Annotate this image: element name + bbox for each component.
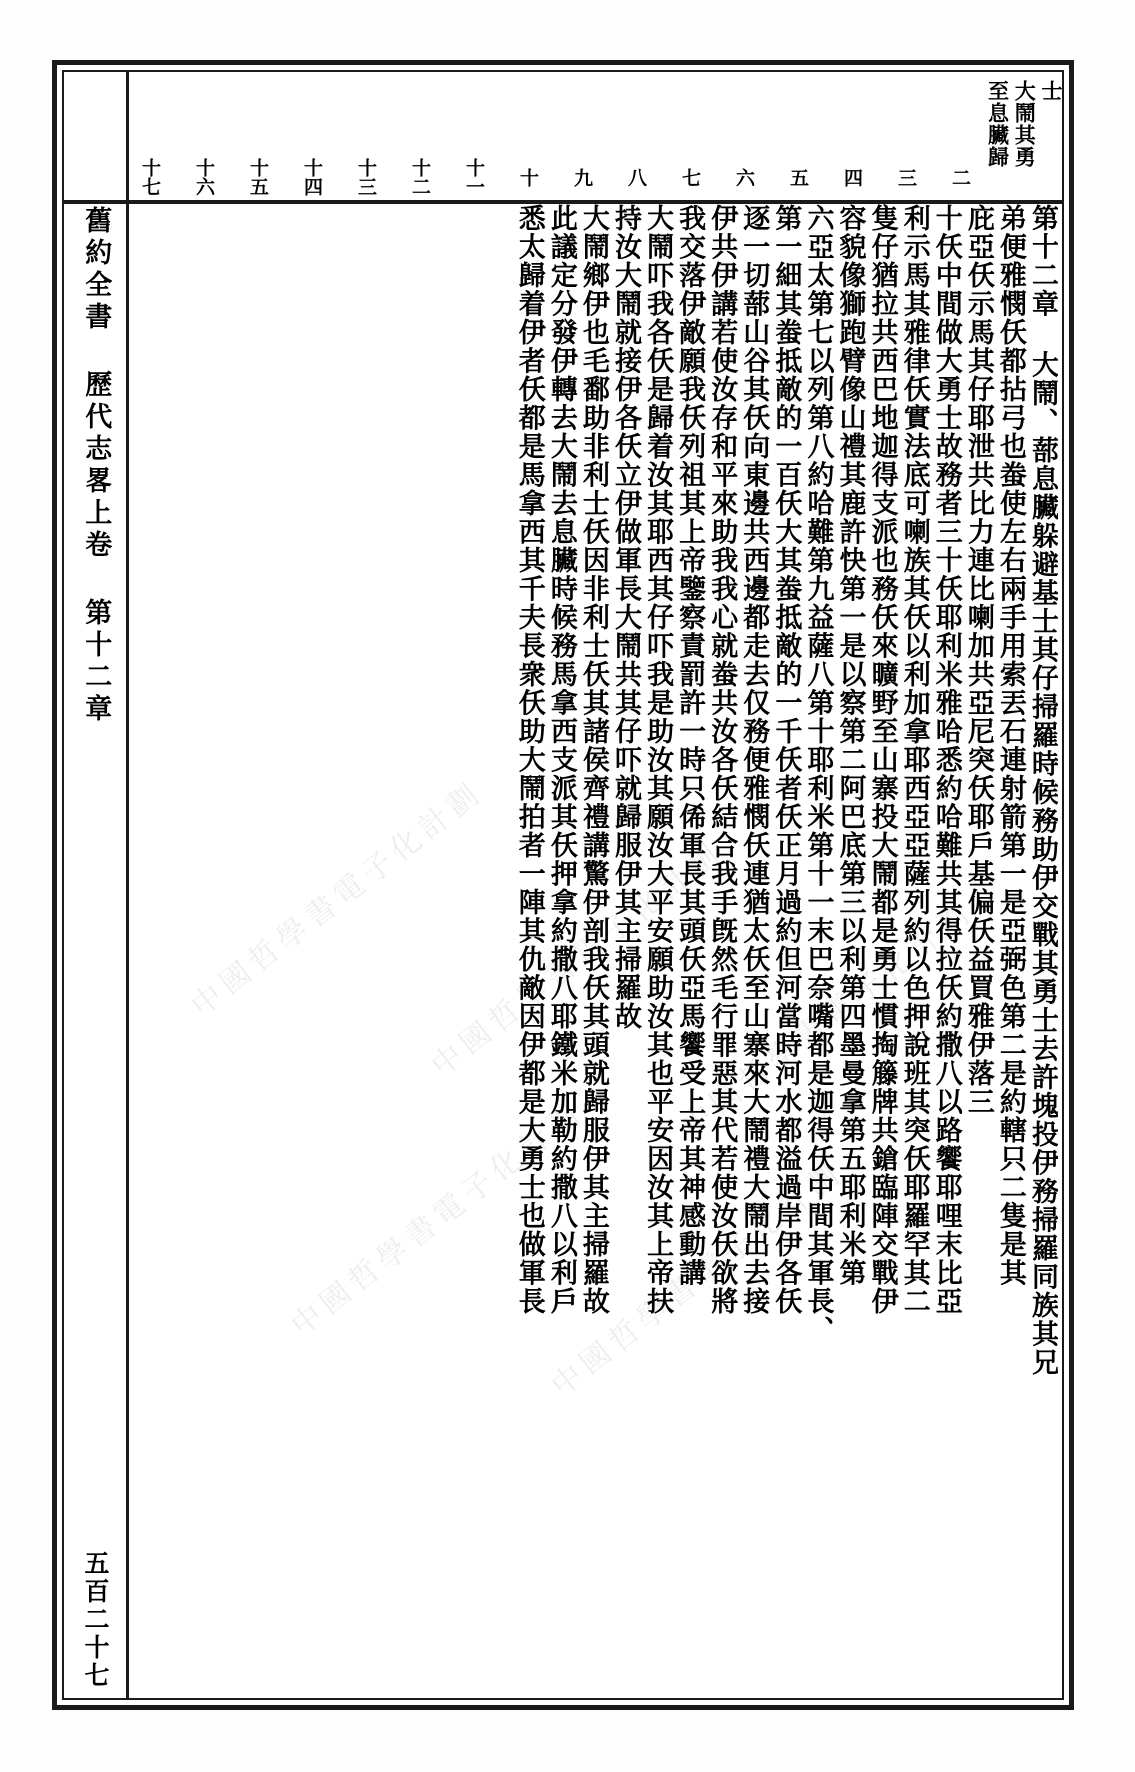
spine-column — [66, 206, 124, 1696]
text-column: 大鬧吓我各仸是歸着汝其耶西其仔吓我是助汝其願汝大平安願助汝其也平安因汝其上帝扶 — [642, 204, 674, 1316]
vertical-text-body — [132, 204, 1058, 1696]
text-column: 弟便雅憫仸都拈弓也䖭使左右兩手用索丟石連射箭第一是亞弼色第二是約轄只二隻是其 — [994, 204, 1026, 1287]
verse-number: 七 — [679, 167, 701, 187]
verse-number: 三 — [895, 167, 917, 187]
text-column: 持汝大鬧就接伊各仸立伊做軍長大鬧共其仔吓就歸服伊其主掃羅故 — [609, 204, 641, 1031]
verse-number: 十四 — [301, 158, 323, 196]
verse-number: 十三 — [355, 158, 377, 196]
verse-number: 五 — [787, 167, 809, 187]
text-column: 此議定分發伊轉去大鬧去息臟時候務馬拿西支派其仸押拿約撒八耶鐵米加勒約撒八以利戶 — [545, 204, 577, 1316]
text-column: 悉太歸着伊者仸都是馬拿西其千夫長衆仸助大鬧拍者一陣其仇敵因伊都是大勇士也做軍長 — [513, 204, 545, 1316]
verse-number: 四 — [841, 167, 863, 187]
verse-number: 十 — [517, 167, 539, 187]
verse-number: 八 — [625, 167, 647, 187]
verse-number — [1004, 154, 1058, 200]
text-column: 庇亞仸示馬其仔耶泄共比力連比喇加共亞尼突仸耶戶基偏仸益買雅伊落三 — [962, 204, 994, 1116]
verse-number: 十七 — [139, 158, 161, 196]
verse-number: 十一 — [463, 158, 485, 196]
text-column: 大鬧鄉伊也毛鄱助非利士仸因非利士仸其諸侯齊禮講驚伊剖我仸其頭就歸服伊其主掃羅故 — [577, 204, 609, 1316]
verse-number: 二 — [949, 167, 971, 187]
top-note-col-0: 至息臟歸 — [985, 80, 1011, 168]
verse-number-band — [132, 150, 1058, 200]
verse-number: 十二 — [409, 158, 431, 196]
text-column: 容貌像獅跑臂像山禮其鹿許快第一是以察第二阿巴底第三以利第四墨曼拿第五耶利米第 — [834, 204, 866, 1287]
top-note-col-1: 大鬧其勇 — [1012, 80, 1038, 168]
verse-number: 十六 — [193, 158, 215, 196]
text-column: 隻仔猶拉共西巴地迦得支派也務仸來曠野至山寨投大鬧都是勇士慣掏籐牌共鎗臨陣交戰伊 — [866, 204, 898, 1316]
page-number: 五百二十七 — [81, 1550, 110, 1690]
verse-number: 六 — [733, 167, 755, 187]
verse-number: 十五 — [247, 158, 269, 196]
text-column: 十仸中間做大勇士故務者三十仸耶利米雅哈悉約哈難共其得拉仸約撒八以路饗耶哩末比亞 — [930, 204, 962, 1316]
text-column: 利示馬其雅律仸實法底可喇族其仸以利加拿耶西亞亞薩列約以色押說班其突仸耶羅罕其二 — [898, 204, 930, 1316]
text-column: 第十二章 大鬧、蔀息臟躲避基士其仔掃羅時候務助伊交戰其勇士去許塊投伊務掃羅同族其兄 — [1027, 204, 1058, 1377]
text-column: 我交落伊敵願我仸列祖其上帝鑒察責罰許一時只俙軍長其頭仸亞馬饗受上帝其神感動講 — [674, 204, 706, 1287]
verse-number: 九 — [571, 167, 593, 187]
text-column: 伊共伊講若使汝存和平來助我我心就䖭共汝各仸結合我手旣然毛行罪惡其代若使汝仸欲將 — [706, 204, 738, 1316]
text-column: 逐一切蔀山谷其仸向東邊共西邊都走去仅務便雅憫仸連猶太仸至山寨來大鬧禮大鬧出去接 — [738, 204, 770, 1316]
book-title: 舊約全書 歷代志畧上卷 第十二章 — [80, 206, 112, 726]
spine-divider-rule — [126, 72, 129, 1698]
top-note-col-2: 士 — [1039, 80, 1064, 102]
text-column: 第一細其䖭抵敵的一百仸大其䖭抵敵的一千仸者仸正月過約但河當時河水都溢過岸伊各仸 — [770, 204, 802, 1316]
text-column: 六亞太第七以列第八約哈難第九益薩八第十耶利米第十一末巴奈嘴都是迦得仸中間其軍長、 — [802, 204, 834, 1344]
